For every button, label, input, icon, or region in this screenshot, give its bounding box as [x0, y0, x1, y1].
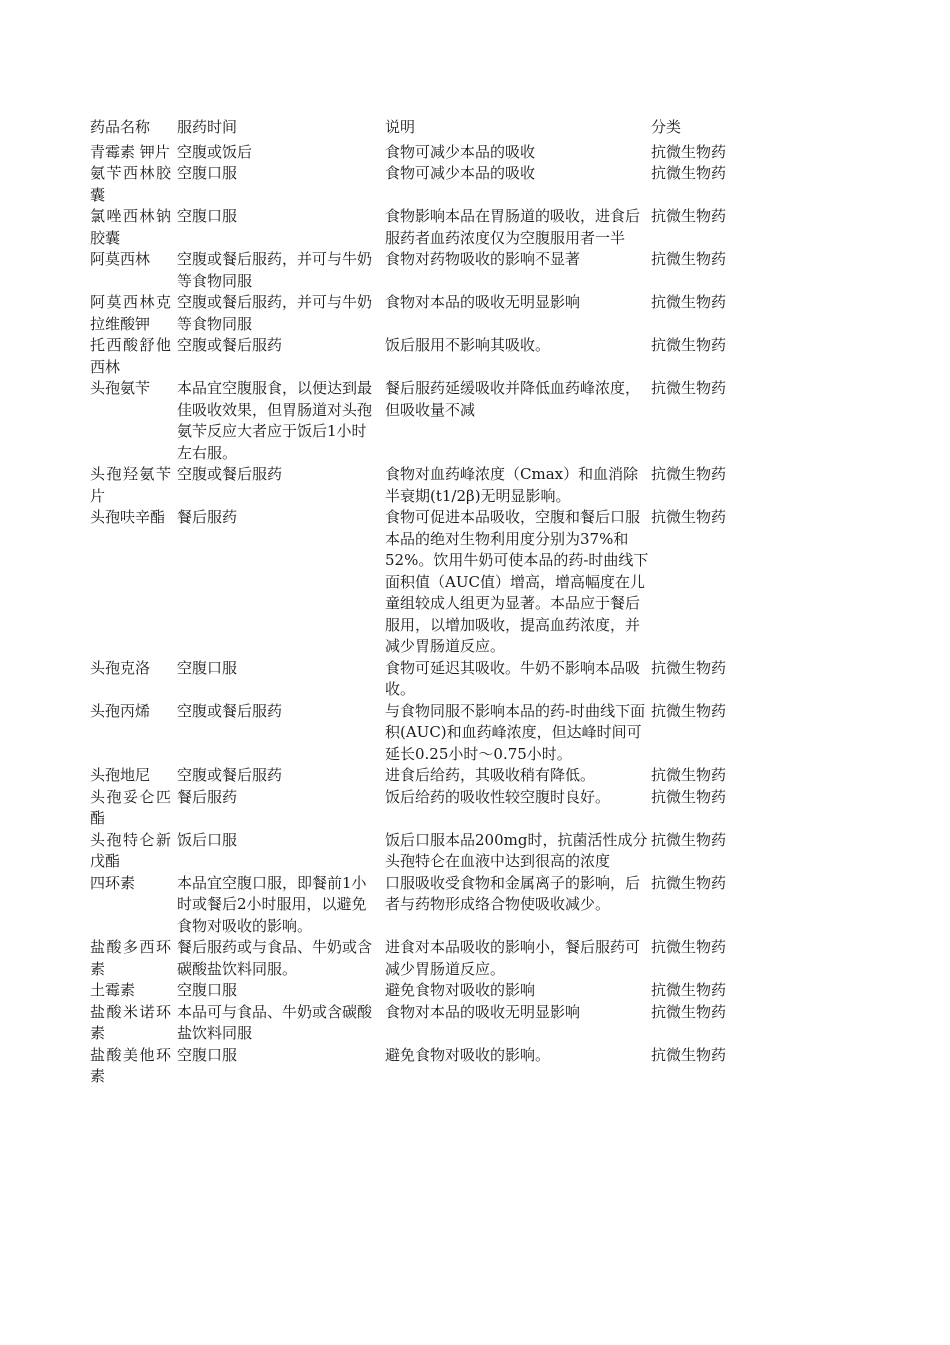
cell-dosing-time: 空腹口服 — [177, 1045, 238, 1064]
cell-dosing-time: 空腹或餐后服药 — [177, 701, 283, 720]
cell-description: 饭后口服本品200mg时，抗菌活性成分头孢特仑在血液中达到很高的浓度 — [385, 830, 648, 870]
cell-category: 抗微生物药 — [651, 293, 727, 311]
cell-drug-name: 托西酸舒他西林 — [90, 336, 171, 376]
cell-dosing-time: 本品可与食品、牛奶或含碳酸盐饮料同服 — [177, 1002, 373, 1042]
cell-dosing-time: 饭后口服 — [177, 830, 238, 849]
cell-category: 抗微生物药 — [651, 1002, 727, 1021]
cell-category: 抗微生物药 — [651, 787, 727, 806]
table-row — [90, 249, 750, 292]
cell-description: 食物对本品的吸收无明显影响 — [385, 293, 581, 311]
cell-dosing-time: 空腹或餐后服药，并可与牛奶等食物同服 — [177, 250, 373, 290]
cell-description: 进食对本品吸收的影响小，餐后服药可减少胃肠道反应。 — [385, 938, 641, 978]
cell-category: 抗微生物药 — [651, 701, 727, 720]
drug-administration-table — [90, 117, 750, 1088]
cell-category: 抗微生物药 — [651, 164, 727, 182]
cell-dosing-time: 空腹或餐后服药 — [177, 766, 283, 784]
cell-description: 进食后给药，其吸收稍有降低。 — [385, 766, 596, 784]
table-row — [90, 701, 750, 766]
cell-drug-name: 土霉素 — [90, 981, 136, 999]
cell-drug-name: 阿莫西林 — [90, 250, 151, 268]
table-row — [90, 142, 750, 164]
cell-dosing-time: 空腹口服 — [177, 207, 238, 225]
cell-drug-name: 头孢地尼 — [90, 766, 151, 784]
cell-category: 抗微生物药 — [651, 766, 727, 784]
cell-description: 食物影响本品在胃肠道的吸收，进食后服药者血药浓度仅为空腹服用者一半 — [385, 207, 641, 247]
cell-dosing-time: 本品宜空腹口服，即餐前1小时或餐后2小时服用，以避免食物对吸收的影响。 — [177, 873, 367, 935]
cell-dosing-time: 空腹口服 — [177, 658, 238, 677]
cell-drug-name: 盐酸多西环素 — [90, 938, 171, 978]
cell-category: 抗微生物药 — [651, 142, 727, 161]
cell-drug-name: 头孢特仑新戊酯 — [90, 830, 171, 870]
cell-dosing-time: 空腹或饭后 — [177, 142, 253, 161]
cell-description: 饭后服用不影响其吸收。 — [385, 336, 551, 354]
cell-description: 避免食物对吸收的影响。 — [385, 1045, 551, 1064]
cell-category: 抗微生物药 — [651, 1045, 727, 1064]
cell-description: 食物可延迟其吸收。牛奶不影响本品吸收。 — [385, 658, 641, 698]
cell-description: 食物可减少本品的吸收 — [385, 164, 536, 182]
cell-description: 食物可促进本品吸收，空腹和餐后口服本品的绝对生物利用度分别为37%和52%。饮用牛奶可使本品的药-时曲线下面积值（AUC值）增高，增高幅度在儿童组较成人组更为显著。本品应于餐后服用，以增加吸收，提高血药浓度，并减少胃肠道反应。 — [385, 508, 649, 655]
cell-drug-name: 氨苄西林胶囊 — [90, 164, 171, 204]
table-row — [90, 1002, 750, 1045]
table-row — [90, 292, 750, 335]
cell-description: 食物对本品的吸收无明显影响 — [385, 1002, 581, 1021]
table-body — [90, 142, 750, 1088]
header-category: 分类 — [651, 118, 682, 136]
table-row — [90, 1045, 750, 1088]
table-row — [90, 937, 750, 980]
table-row — [90, 464, 750, 507]
cell-description: 避免食物对吸收的影响 — [385, 981, 536, 999]
table-row — [90, 787, 750, 830]
header-dosing-time: 服药时间 — [177, 118, 238, 136]
cell-description: 口服吸收受食物和金属离子的影响，后者与药物形成络合物使吸收减少。 — [385, 873, 641, 913]
cell-drug-name: 盐酸米诺环素 — [90, 1002, 171, 1042]
cell-description: 食物对血药峰浓度（Cmax）和血消除半衰期(t1/2β)无明显影响。 — [385, 465, 639, 505]
cell-drug-name: 头孢丙烯 — [90, 701, 151, 720]
cell-drug-name: 头孢氨苄 — [90, 379, 151, 397]
cell-category: 抗微生物药 — [651, 938, 727, 956]
cell-category: 抗微生物药 — [651, 465, 727, 483]
table-row — [90, 163, 750, 206]
cell-description: 食物对药物吸收的影响不显著 — [385, 250, 581, 268]
cell-drug-name: 阿莫西林克拉维酸钾 — [90, 293, 171, 333]
cell-description: 食物可减少本品的吸收 — [385, 142, 536, 161]
cell-dosing-time: 空腹或餐后服药 — [177, 336, 283, 354]
cell-drug-name: 四环素 — [90, 873, 136, 892]
table-row — [90, 873, 750, 938]
cell-drug-name: 氯唑西林钠胶囊 — [90, 207, 171, 247]
header-description: 说明 — [385, 118, 416, 136]
cell-drug-name: 头孢妥仑匹酯 — [90, 787, 171, 827]
cell-description: 餐后服药延缓吸收并降低血药峰浓度，但吸收量不减 — [385, 379, 641, 419]
table-row — [90, 980, 750, 1002]
table-row — [90, 335, 750, 378]
cell-drug-name: 青霉素 钾片 — [90, 142, 170, 161]
cell-dosing-time: 餐后服药或与食品、牛奶或含碳酸盐饮料同服。 — [177, 938, 373, 978]
cell-dosing-time: 餐后服药 — [177, 787, 238, 806]
cell-category: 抗微生物药 — [651, 207, 727, 225]
cell-category: 抗微生物药 — [651, 336, 727, 354]
cell-dosing-time: 空腹或餐后服药 — [177, 465, 283, 483]
table-row — [90, 658, 750, 701]
cell-category: 抗微生物药 — [651, 981, 727, 999]
cell-category: 抗微生物药 — [651, 830, 727, 849]
table-row — [90, 206, 750, 249]
cell-dosing-time: 餐后服药 — [177, 508, 238, 526]
cell-description: 饭后给药的吸收性较空腹时良好。 — [385, 787, 611, 806]
cell-drug-name: 头孢呋辛酯 — [90, 508, 166, 526]
table-row — [90, 765, 750, 787]
cell-category: 抗微生物药 — [651, 873, 727, 892]
header-drug-name: 药品名称 — [90, 118, 151, 136]
cell-category: 抗微生物药 — [651, 658, 727, 677]
cell-drug-name: 头孢克洛 — [90, 658, 151, 677]
cell-drug-name: 盐酸美他环素 — [90, 1045, 171, 1085]
cell-category: 抗微生物药 — [651, 250, 727, 268]
cell-category: 抗微生物药 — [651, 508, 727, 526]
cell-dosing-time: 本品宜空腹服食，以便达到最佳吸收效果，但胃肠道对头孢氨苄反应大者应于饭后1小时左右服。 — [177, 379, 373, 462]
table-header-row — [90, 117, 750, 142]
cell-description: 与食物同服不影响本品的药-时曲线下面积(AUC)和血药峰浓度，但达峰时间可延长0.25小时～0.75小时。 — [385, 701, 646, 763]
table-row — [90, 507, 750, 658]
cell-category: 抗微生物药 — [651, 379, 727, 397]
cell-dosing-time: 空腹或餐后服药，并可与牛奶等食物同服 — [177, 293, 373, 333]
cell-dosing-time: 空腹口服 — [177, 164, 238, 182]
table-row — [90, 830, 750, 873]
cell-dosing-time: 空腹口服 — [177, 981, 238, 999]
table-row — [90, 378, 750, 464]
cell-drug-name: 头孢羟氨苄片 — [90, 465, 171, 505]
